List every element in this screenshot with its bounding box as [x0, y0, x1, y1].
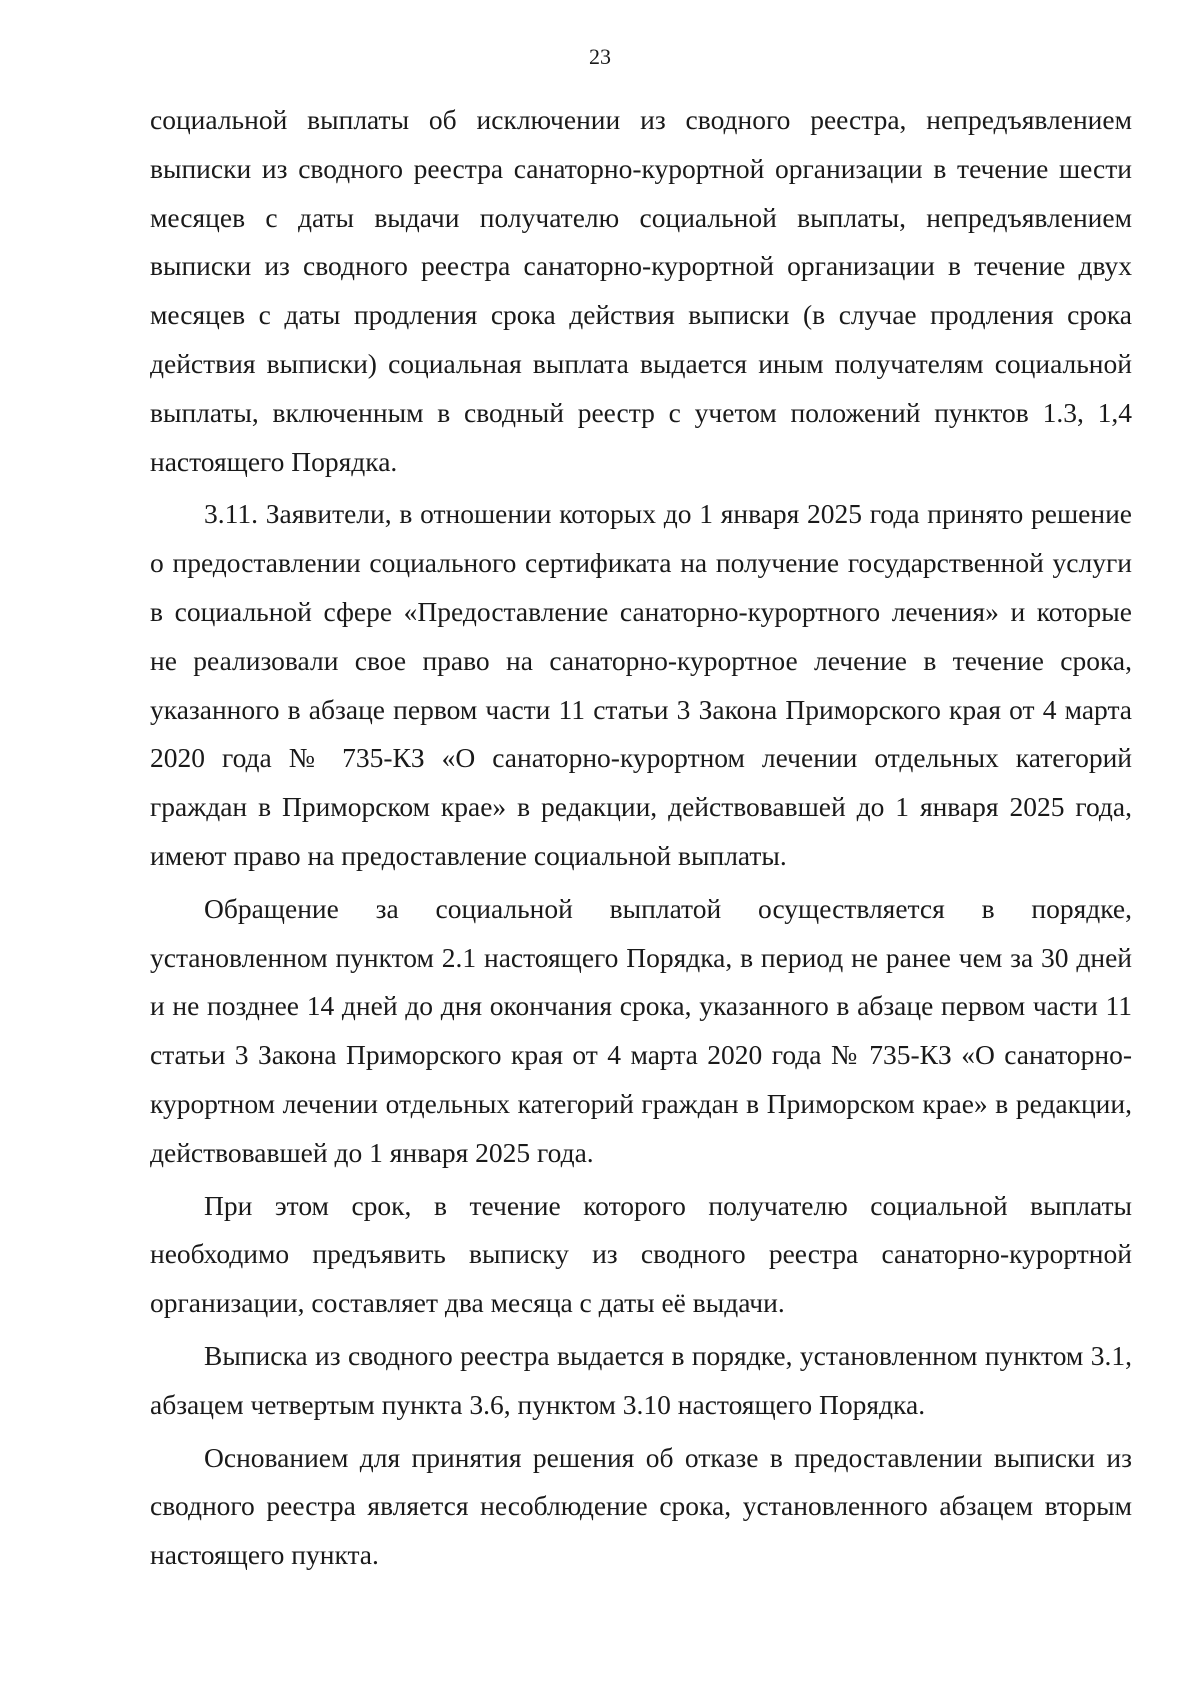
paragraph-presentation-term: При этом срок, в течение которого получателю социальной выплаты необходимо предъявить выписку из сводного реестра санаторно-курортной организации, составляет два месяца с даты её выдачи. — [150, 1189, 1132, 1319]
paragraph-extract-issuance: Выписка из сводного реестра выдается в порядке, установленном пунктом 3.1, абзацем четвертым пункта 3.6, пунктом 3.10 настоящего Порядка. — [150, 1339, 1132, 1420]
paragraph-application-procedure: Обращение за социальной выплатой осуществляется в порядке, установленном пунктом 2.1 настоящего Порядка, в период не ранее чем за 30 дней и не позднее 14 дней до дня окончания срока, указанного в абзаце первом части 11 статьи 3 Закона Приморского края от 4 марта 2020 года № 735-КЗ «О санаторно-курортном лечении отдельных категорий граждан в Приморском крае» в редакции, действовавшей до 1 января 2025 года. — [150, 892, 1132, 1168]
paragraph-continuation: социальной выплаты об исключении из сводного реестра, непредъявлением выписки из сводного реестра санаторно-курортной организации в течение шести месяцев с даты выдачи получателю социальной выплаты, непредъявлением выписки из сводного реестра санаторно-курортной организации в течение двух месяцев с даты продления срока действия выписки (в случае продления срока действия выписки) социальная выплата выдается иным получателям социальной выплаты, включенным в сводный реестр с учетом положений пунктов 1.3, 1,4 настоящего Порядка. — [150, 104, 1132, 477]
page-number: 23 — [589, 44, 611, 69]
document-body — [150, 96, 1132, 1580]
paragraph-3-11: 3.11. Заявители, в отношении которых до 1 января 2025 года принято решение о предоставлении социального сертификата на получение государственной услуги в социальной сфере «Предоставление санаторно-курортного лечения» и которые не реализовали свое право на санаторно-курортное лечение в течение срока, указанного в абзаце первом части 11 статьи 3 Закона Приморского края от 4 марта 2020 года № 735-КЗ «О санаторно-курортном лечении отдельных категорий граждан в Приморском крае» в редакции, действовавшей до 1 января 2025 года, имеют право на предоставление социальной выплаты. — [150, 498, 1132, 871]
paragraph-refusal-grounds: Основанием для принятия решения об отказе в предоставлении выписки из сводного реестра является несоблюдение срока, установленного абзацем вторым настоящего пункта. — [150, 1441, 1132, 1571]
